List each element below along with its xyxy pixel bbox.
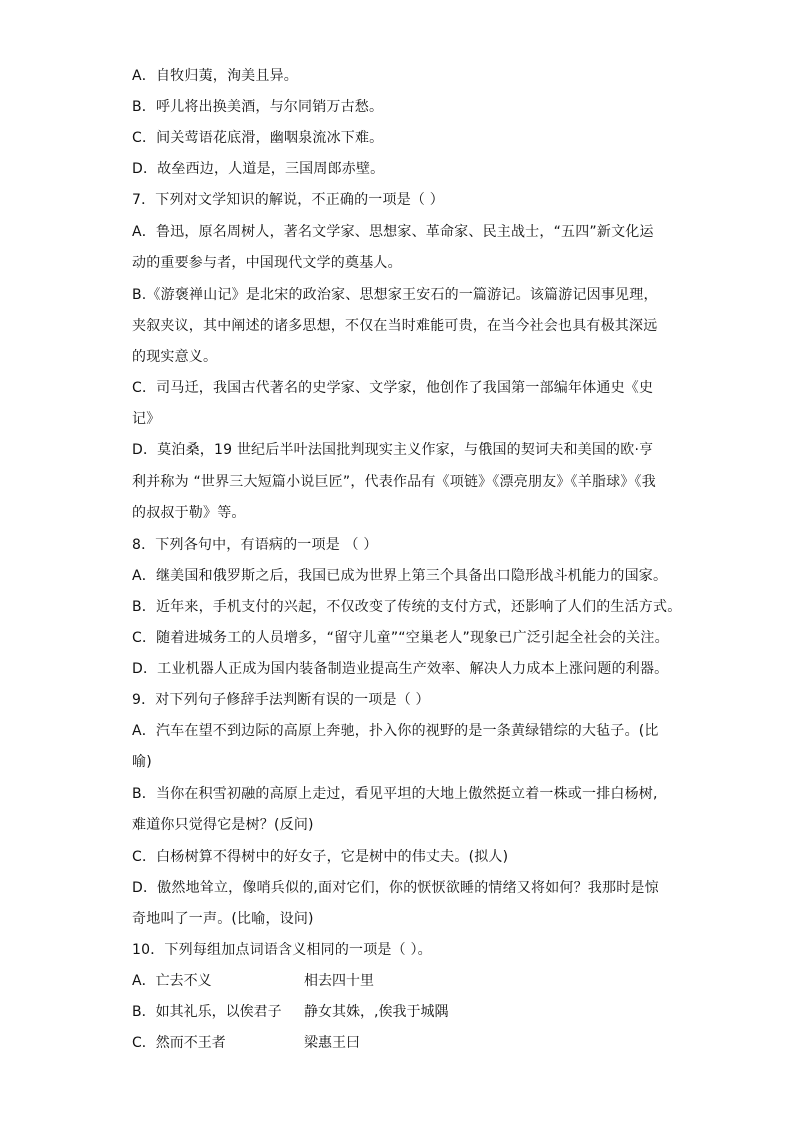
text-line: 夹叙夹议，其中阐述的诸多思想，不仅在当时难能可贵，在当今社会也具有极其深远	[132, 318, 658, 334]
text-line: C．白杨树算不得树中的好女子，它是树中的伟丈夫。(拟人)	[132, 849, 509, 865]
option-left: B．如其礼乐，以俟君子	[132, 1004, 282, 1020]
text-line: 动的重要参与者，中国现代文学的奠基人。	[132, 255, 402, 271]
text-line: 奇地叫了一声。(比喻，设问)	[132, 911, 314, 927]
text-line: 的现实意义。	[132, 349, 218, 365]
text-line: D．莫泊桑，19 世纪后半叶法国批判现实主义作家，与俄国的契诃夫和美国的欧·亨	[132, 442, 654, 458]
text-line: 利并称为 “世界三大短篇小说巨匠”，代表作品有《项链》《漂亮朋友》《羊脂球》《我	[132, 474, 656, 490]
text-line: C．随着进城务工的人员增多，“留守儿童”“空巢老人”现象已广泛引起全社会的关注。	[132, 630, 669, 646]
question-8: 8．下列各句中，有语病的一项是 （ ）	[132, 537, 378, 553]
question-10: 10．下列每组加点词语含义相同的一项是（ ）。	[132, 942, 432, 958]
text-line: B．呼儿将出换美酒，与尔同销万古愁。	[132, 99, 384, 115]
text-line: 记》	[132, 411, 161, 427]
text-line: 喻)	[132, 754, 152, 770]
option-right: 静女其姝，,俟我于城隅	[304, 1004, 449, 1020]
text-line: C．间关莺语花底滑，幽咽泉流冰下难。	[132, 130, 384, 146]
text-line: C．司马迁，我国古代著名的史学家、文学家，他创作了我国第一部编年体通史《史	[132, 380, 654, 396]
text-line: 的叔叔于勒》等。	[132, 505, 246, 521]
option-row	[132, 971, 374, 991]
text-line: A．继美国和俄罗斯之后，我国已成为世界上第三个具备出口隐形战斗机能力的国家。	[132, 568, 668, 584]
text-line: D．故垒西边，人道是，三国周郎赤壁。	[132, 161, 385, 177]
text-line: 难道你只觉得它是树？(反问)	[132, 817, 314, 833]
text-line: B.《游褒禅山记》是北宋的政治家、思想家王安石的一篇游记。该篇游记因事见理，	[132, 287, 658, 303]
text-line: B．近年来，手机支付的兴起，不仅改变了传统的支付方式，还影响了人们的生活方式。	[132, 599, 682, 615]
text-line: D．工业机器人正成为国内装备制造业提高生产效率、解决人力成本上涨问题的利器。	[132, 661, 669, 677]
text-line: A．汽车在望不到边际的高原上奔驰，扑入你的视野的是一条黄绿错综的大毡子。(比	[132, 723, 659, 739]
text-line: D．傲然地耸立，像哨兵似的,面对它们，你的恹恹欲睡的情绪又将如何？我那时是惊	[132, 880, 659, 896]
text-line: A．自牧归荑，洵美且异。	[132, 68, 298, 84]
text-line: A．鲁迅，原名周树人，著名文学家、思想家、革命家、民主战士，“五四”新文化运	[132, 224, 654, 240]
option-left: A．亡去不义	[132, 973, 212, 989]
option-right: 梁惠王曰	[304, 1035, 360, 1051]
option-row	[132, 1002, 449, 1022]
question-7: 7．下列对文学知识的解说，不正确的一项是（ ）	[132, 192, 444, 208]
option-left: C．然而不王者	[132, 1035, 226, 1051]
option-row	[132, 1033, 360, 1053]
option-right: 相去四十里	[304, 973, 374, 989]
question-9: 9．对下列句子修辞手法判断有误的一项是（ ）	[132, 692, 430, 708]
text-line: B．当你在积雪初融的高原上走过，看见平坦的大地上傲然挺立着一株或一排白杨树,	[132, 786, 658, 802]
